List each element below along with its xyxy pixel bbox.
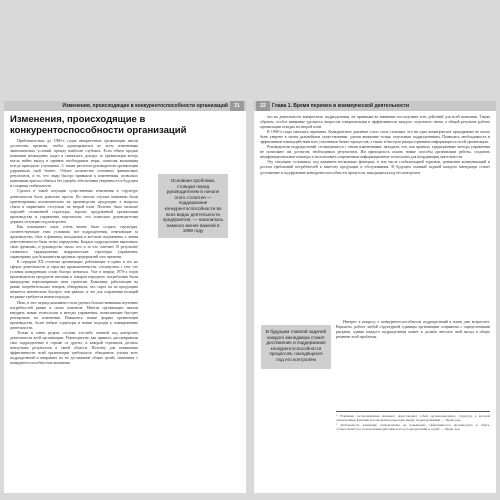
running-head-text: Изменения, происходящие в конкурентоспособности организаций [62,103,228,109]
paragraph: Итак, в этот период компании стали уделять больше внимания изучению потребностей рынка и своих клиентов. Многие организации начали внедрять новые технологии и методы управления, позволяющие быстрее реагировать на изменения. Появились новые формы организации производства, более гибкие структуры и новые подходы к планированию деятельности. [10,300,138,330]
pull-quote-sidebar: Основная проблема, стоящая перед руководителем в начале этого столетия — поддержание конкурентоспособности во всех видах деятельности предприятия, — накопилась намного менее важной в 1989 году [158,174,228,238]
paragraph: В 1990-х годах начались перемены. Конкурентное давление стало столь сильным, что ни одно коммерческое предприятие не могло быть уверено в своем дальнейшем существовании, уделяя внимание только отдельным подразделениям. Появилась необходимость в эффективном взаимодействии всех участников бизнес-процессов, а также в быстром распространении информации по всей организации. [260,130,490,145]
footnotes [336,414,490,492]
footnote-divider [336,411,490,412]
page-number: 22 [256,101,270,111]
pull-quote-sidebar: В будущем главной задачей каждого менеджера станет достижение и поддержание конкурентоспособности процессов, находящихся под его контролем [261,325,331,369]
section-title: Изменения, происходящие в конкурентоспособности организаций [10,114,187,136]
footnote: ¹ Этапными тестированиями называют представляют собой организационную структуру, в которой определенные функции и полномочия разделены между подразделениями. — Прим. ред. [336,414,490,423]
paragraph: Приблизительно до 1990-х годов авторитетные организации имели достаточно времени, чтобы адаптироваться ко всем изменениям экономических условий, прежде наиболее глубоких. Если объем продаж компании неожиданно падал и снижались доходы, то организации всегда могла найти выход и принять необходимые меры, позволяя компаниям всегда приходило улучшение. С таким расчетом руководители организации удерживали свой бизнес. Общее количество основных финансовых результатов, и то, что люди быстро привыкли к изменениям, позволяло компаниям приспособиться без ущерба, обеспечивая уверенность в будущем и сохраняя стабильность. [10,139,138,189]
body-text-column-continued [336,320,490,410]
body-text-column [260,115,490,320]
paragraph: Сделать в такой ситуации существенные изменения в структуре деятельности было довольно просто. Во многих случаях компании были ориентированы исключительно на производство продукции, а вопросы сбыта и маркетинга отступали на второй план. Полезно было наличие хорошей отлаженной структуры, хорошо продуманной организации производства и управления персоналом, что позволяло руководителям держать ситуацию под контролем. [10,189,138,224]
paragraph: что на деятельность конкретного подразделения, не принимая во внимание последствия этих действий для всей компании. Таким образом, особое внимание уделялось вопросам специализации и эффективности каждого отдельного звена, а общий результат работы организации отходил на второй план. [260,115,490,130]
page-number: 21 [230,101,244,111]
running-head [4,101,246,111]
paragraph: Интерес к вопросу о конкурентоспособности подразделений в наши дни возрастает. Вероятно, работа любой структурной единицы организации сопряжена с определенными рисками, однако каждого подразделения может и должно вносить свой вклад в общее решение этой проблемы. [336,320,490,340]
right-page [254,101,496,493]
running-head [254,101,496,111]
paragraph: Только в очень редких случаях что-либо главной под контролем деятельности всей организации. Руководители, как правило, рассматривали свое подразделение в отрыве от других, и каждый стремился достичь наилучших результатов в своей области. Поэтому для повышения эффективности всей организации требовалось объединить усилия всех подразделений и направить их на достижение общих целей, связанных с конкурентоспособностью компании. [10,330,138,366]
paragraph: Эту ситуацию осложнило под влиянием нескольких факторов, в том числе глобализацией торговли, развитием коммуникаций и ростом требований потребителей к качеству продукции и обслуживания. В будущем главный задачей каждого менеджера станет достижение и поддержание конкурентоспособности процессов, находящихся под его контролем. [260,160,490,175]
paragraph: Руководители подразделений, столкнувшиеся с этими изменениями, находили, что, как правило, традиционные методы управления не позволяют им достигать необходимых результатов. Им приходилось искать новые способы организации работы, создавать межфункциональные команды и использовать современные информационные технологии для координации деятельности. [260,145,490,160]
paragraph: Как показывает опыт, очень важно было создать структуры, соответствующие этим условиям: все подразделения, отвечающие за производство, сбыт и финансы, находились в жестком подчинении, а линии ответственности были четко определены. Каждое подразделение выполняло свою функцию, и руководство знало, кто и за что отвечает. В результате сложились традиционные иерархические структуры управления, характерные для большинства крупных предприятий того времени. [10,224,138,260]
paragraph: К середине XX столетия организации, работающие в одних и тех же сферах деятельности и отраслях промышленности, столкнулись с тем, что условия конкуренции стали быстро меняться. Уже в период 1970-х годов производители продуктов питания и товаров народного потребления были вынуждены пересматривать свои стратегии. Компании, работающие на рынке потребительских товаров, обнаружили, что спрос на их продукцию меняется значительно быстрее, чем раньше, и что для сохранения позиций на рынке требуются новые подходы. [10,260,138,300]
footnote: ² Деятельность компании, направленная на повышение эффективности производства и сбыта, осуществляется в тесном взаимодействии всех ее подразделений и служб. — Прим. ред. [336,423,490,432]
running-head-text: Глава 1. Время перемен в коммерческой деятельности [272,103,410,109]
left-page [4,101,246,493]
body-text-column [10,139,138,489]
